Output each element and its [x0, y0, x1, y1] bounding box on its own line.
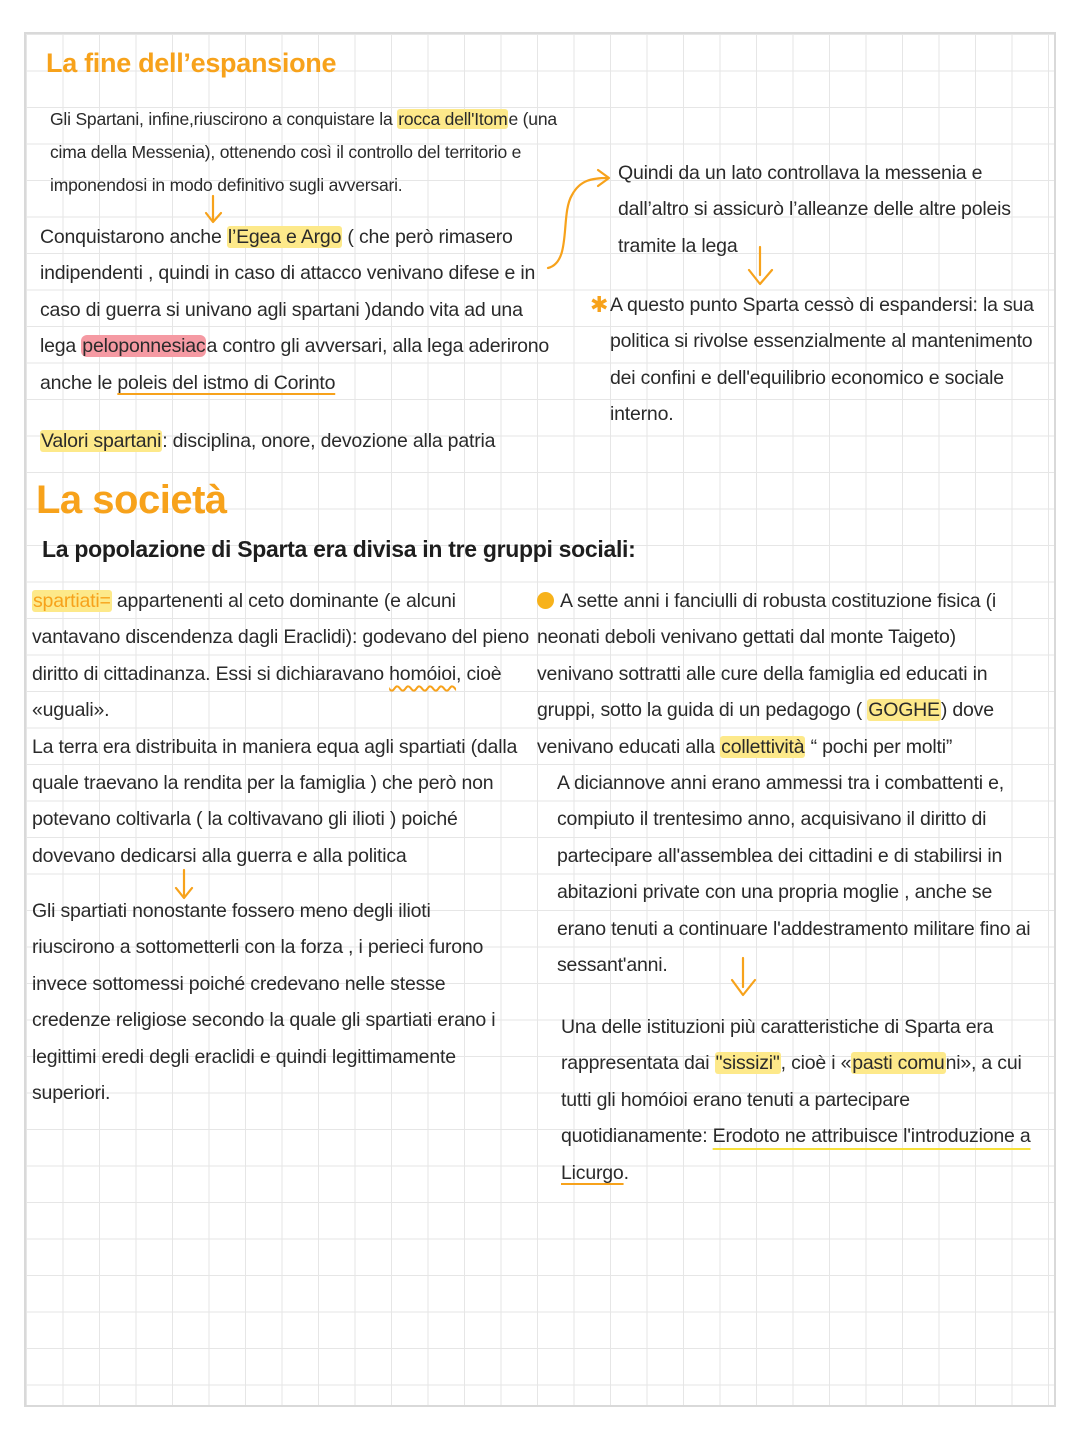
paragraph-egea-argo: [40, 219, 552, 401]
paragraph-itome: [50, 103, 575, 202]
section-subtitle: La popolazione di Sparta era divisa in tre gruppi sociali:: [42, 536, 636, 562]
paragraph-ilioti-perieci: Gli spartiati nonostante fossero meno degli ilioti riuscirono a sottometterli con la forza , i perieci furono invece sottomessi poiché credevano nelle stesse credenze religiose secondo la quale gli spartiati erano i legittimi eredi degli eraclidi e quindi legittimamente superiori.: [32, 900, 496, 1105]
paragraph-messenia-control: Quindi da un lato controllava la messenia e dall’altro si assicurò l’alleanze delle altre poleis tramite la lega: [618, 162, 1011, 257]
p2-text-mid2: a contro gli avversari, alla lega aderirono anche le: [40, 335, 550, 394]
education-text-b: ) dove venivano educati alla: [537, 699, 994, 758]
spartiati-text-b: , cioè «uguali».: [32, 662, 502, 722]
bullet-dot-icon: [537, 592, 554, 609]
highlight-peloponnesiaca: peloponnesiac: [82, 335, 206, 358]
underline-licurgo: Licurgo: [561, 1161, 624, 1184]
sissizi-text-b: , cioè i «: [780, 1052, 852, 1075]
paragraph-education: [537, 583, 1032, 983]
spartiati-text-a: appartenenti al ceto dominante (e alcuni vantavano discendenza dagli Eraclidi): godevano del pieno diritto di cittadinanza. Essi si dichiaravano: [32, 590, 530, 685]
highlight-collettivita: collettività: [721, 735, 805, 758]
education-text-c: “ pochi per molti”: [805, 735, 953, 758]
paragraph-spartiati: [32, 583, 532, 874]
end-expansion-text: A questo punto Sparta cessò di espandersi: la sua politica si rivolse essenzialmente al mantenimento dei confini e dell'equilibrio economico e sociale interno.: [610, 294, 1034, 426]
section-title-expansion: La fine dell’espansione: [46, 48, 337, 78]
paragraph-valori: [40, 423, 560, 459]
p1-text-post: e (una cima della Messenia), ottenendo così il controllo del territorio e imponendosi in modo definitivo sugli avversari.: [50, 109, 557, 195]
paragraph-end-expansion: [590, 287, 1040, 433]
underline-homoioi: homóioi: [389, 662, 457, 685]
spartiati-definition: [32, 583, 532, 729]
p2-text-pre: Conquistarono anche: [40, 226, 227, 248]
asterisk-icon: ✱: [590, 292, 609, 317]
highlight-egea-argo: l’Egea e Argo: [227, 226, 342, 248]
highlight-spartiati: spartiati=: [33, 590, 111, 612]
spartiati-land-text: La terra era distribuita in maniera equa agli spartiati (dalla quale traevano la rendita per la famiglia ) che però non potevano coltivarla ( la coltivavano gli ilioti ) poiché dovevano dedicarsi alla guerra e alla politica: [32, 735, 518, 867]
paragraph-sissizi: [561, 1009, 1036, 1191]
underline-erodoto: Erodoto ne attribuisce l'introduzione a: [712, 1125, 1031, 1148]
highlight-sissizi: "sissizi": [715, 1052, 780, 1075]
sissizi-text-a: Una delle istituzioni più caratteristiche di Sparta era rappresentata dai: [561, 1016, 994, 1075]
p2-text-mid: ( che però rimasero indipendenti , quindi in caso di attacco venivano difese e in caso di guerra si univano agli spartani )dando vita ad una lega: [40, 226, 536, 358]
highlight-goghe: GOGHE: [868, 699, 940, 722]
highlight-rocca: rocca dell'Itom: [398, 109, 508, 129]
highlight-valori: Valori spartani: [41, 430, 162, 452]
sissizi-text-c: ni», a cui tutti gli homóioi erano tenuti a partecipare quotidianamente:: [561, 1052, 1022, 1148]
sissizi-text-e: .: [623, 1161, 629, 1184]
underline-corinto: poleis del istmo di Corinto: [117, 371, 336, 394]
p3-text-post: : disciplina, onore, devozione alla patria: [162, 430, 496, 452]
education-text-a: A sette anni i fanciulli di robusta costituzione fisica (i neonati deboli venivano gettati dal monte Taigeto) venivano sottratti alle cure della famiglia ed educati in gruppi, sotto la guida di un pedagogo (: [537, 590, 997, 722]
highlight-pasti-comuni: pasti comu: [852, 1052, 945, 1075]
p1-text-pre: Gli Spartani, infine,riuscirono a conquistare la: [50, 109, 398, 129]
section-title-society: La società: [36, 478, 227, 522]
education-age-text: A diciannove anni erano ammessi tra i combattenti e, compiuto il trentesimo anno, acquisivano il diritto di partecipare all'assemblea dei cittadini e di stabilirsi in abitazioni private con una propria moglie , anche se erano tenuti a continuare l'addestramento militare fino ai sessant'anni.: [557, 772, 1031, 977]
education-text: [537, 583, 1032, 765]
